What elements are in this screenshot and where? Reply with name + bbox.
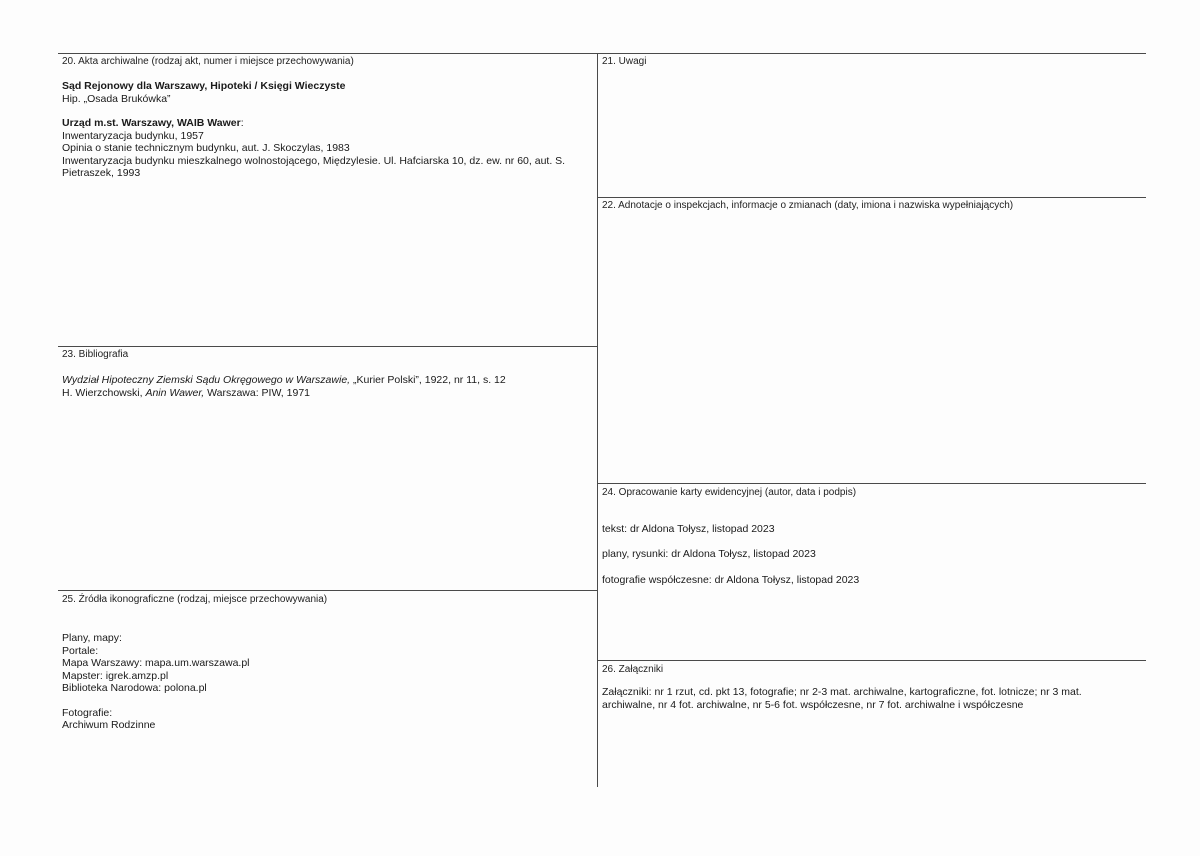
section-25 xyxy=(62,594,327,732)
archive-line: Opinia o stanie technicznym budynku, aut. J. Skoczylas, 1983 xyxy=(62,142,350,154)
iconography-line: Portale: xyxy=(62,644,99,657)
archive-group-1-title: Sąd Rejonowy dla Warszawy, Hipoteki / Księgi Wieczyste xyxy=(62,80,346,92)
divider-24-26 xyxy=(597,660,1146,661)
top-border xyxy=(58,53,1146,54)
section-26 xyxy=(602,664,1082,711)
iconography-line: Plany, mapy: xyxy=(62,632,122,644)
archive-line: Inwentaryzacja budynku mieszkalnego wolnostojącego, Międzylesie. Ul. Hafciarska 10, dz. ew. nr 60, aut. S. xyxy=(62,154,566,167)
iconography-line: Mapa Warszawy: mapa.um.warszawa.pl xyxy=(62,657,250,669)
divider-20-23 xyxy=(58,346,597,347)
section-20-label: 20. Akta archiwalne (rodzaj akt, numer i miejsce przechowywania) xyxy=(62,56,354,67)
photo-line: Archiwum Rodzinne xyxy=(62,719,156,731)
section-21 xyxy=(602,56,646,68)
bibliography-entry-2 xyxy=(62,387,506,400)
bibliography-2-rest: Warszawa: PIW, 1971 xyxy=(204,386,311,399)
divider-22-24 xyxy=(597,483,1146,484)
author-text: tekst: dr Aldona Tołysz, listopad 2023 xyxy=(602,523,775,535)
attachments-line-1: Załączniki: nr 1 rzut, cd. pkt 13, fotografie; nr 2-3 mat. archiwalne, kartograficzne, fot. lotnicze; nr 3 mat. xyxy=(602,686,1082,698)
divider-23-25 xyxy=(58,590,597,591)
section-26-label: 26. Załączniki xyxy=(602,664,664,675)
archive-group-1-line: Hip. „Osada Brukówka” xyxy=(62,92,171,105)
bibliography-1-rest: „Kurier Polski”, 1922, nr 11, s. 12 xyxy=(350,374,506,386)
author-photos: fotografie współczesne: dr Aldona Tołysz, listopad 2023 xyxy=(602,574,860,586)
section-25-label: 25. Źródła ikonograficzne (rodzaj, miejsce przechowywania) xyxy=(62,594,328,605)
section-24-label: 24. Opracowanie karty ewidencyjnej (autor, data i podpis) xyxy=(602,487,857,498)
section-23 xyxy=(62,349,506,399)
section-21-label: 21. Uwagi xyxy=(602,56,647,67)
section-22-label: 22. Adnotacje o inspekcjach, informacje o zmianach (daty, imiona i nazwiska wypełniających) xyxy=(602,200,1014,211)
section-22 xyxy=(602,200,1013,212)
archive-group-2-colon: : xyxy=(240,117,244,129)
section-24 xyxy=(602,487,856,499)
bibliography-1-title: Wydział Hipoteczny Ziemski Sądu Okręgowego w Warszawie, xyxy=(62,374,351,386)
author-plans: plany, rysunki: dr Aldona Tołysz, listopad 2023 xyxy=(602,548,816,560)
photo-title: Fotografie: xyxy=(62,706,113,719)
section-23-label: 23. Bibliografia xyxy=(62,349,129,360)
bibliography-entry-1 xyxy=(62,374,506,387)
archive-group-2-heading xyxy=(62,117,565,130)
iconography-line: Biblioteka Narodowa: polona.pl xyxy=(62,682,207,694)
bibliography-2-title: Anin Wawer, xyxy=(145,386,205,399)
archive-group-2-title: Urząd m.st. Warszawy, WAIB Wawer xyxy=(62,117,241,129)
section-20 xyxy=(62,56,565,180)
archive-line: Pietraszek, 1993 xyxy=(62,167,141,179)
center-divider xyxy=(597,53,598,787)
divider-21-22 xyxy=(597,197,1146,198)
iconography-line: Mapster: igrek.amzp.pl xyxy=(62,669,169,682)
bibliography-2-author: H. Wierzchowski, xyxy=(62,386,146,399)
attachments-line-2: archiwalne, nr 4 fot. archiwalne, nr 5-6 fot. współczesne, nr 7 fot. archiwalne i współczesne xyxy=(602,698,1024,711)
archive-line: Inwentaryzacja budynku, 1957 xyxy=(62,129,204,142)
